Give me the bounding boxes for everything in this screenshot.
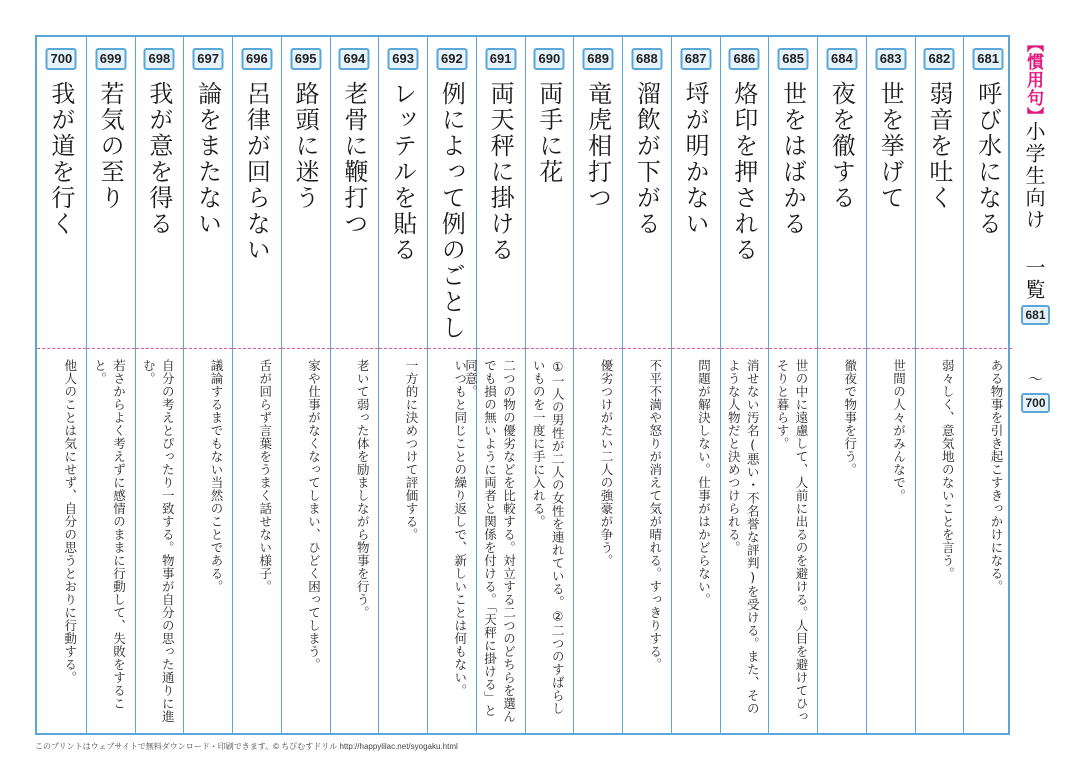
idiom-phrase: 溜飲が下がる <box>632 81 661 237</box>
idiom-phrase: 弱音を吐く <box>924 81 953 211</box>
dashed-divider <box>282 348 330 349</box>
dashed-divider <box>574 348 622 349</box>
idiom-phrase: 我が意を得る <box>144 81 173 237</box>
idiom-column <box>463 37 525 733</box>
entry-number-badge: 688 <box>631 48 662 70</box>
dashed-divider <box>136 348 184 349</box>
idiom-phrase: 老骨に鞭打つ <box>339 81 368 237</box>
idiom-column <box>183 37 232 733</box>
dashed-divider <box>87 348 135 349</box>
dashed-divider <box>964 348 1012 349</box>
idiom-meaning: 世間の人々がみんなで。 <box>891 359 907 502</box>
idiom-phrase: 世を挙げて <box>876 81 905 211</box>
entry-number-badge: 692 <box>436 48 467 70</box>
idiom-meaning: 家や仕事がなくなってしまい、ひどく困ってしまう。 <box>306 359 322 671</box>
idiom-phrase: 例によって例のごとし <box>437 81 466 341</box>
dashed-divider <box>526 348 574 349</box>
dashed-divider <box>721 348 769 349</box>
idiom-meaning: 一方的に決めつけて評価する。 <box>404 359 419 541</box>
entry-number-badge: 693 <box>388 48 419 70</box>
footer-note: このプリントはウェブサイトで無料ダウンロード・印刷できます。© ちびむすドリル http://happylilac.net/syogaku.html <box>35 742 458 751</box>
idiom-table <box>35 35 1010 735</box>
idiom-column <box>720 37 769 733</box>
idiom-column <box>622 37 671 733</box>
idiom-phrase: レッテルを貼る <box>388 81 417 263</box>
entry-number-badge: 685 <box>778 48 809 70</box>
entry-number-badge: 695 <box>290 48 321 70</box>
idiom-column <box>378 37 427 733</box>
idiom-meaning: ①一人の男性が二人の女性を連れている。②二つのすばらしいものを一度に手に入れる。 <box>531 359 566 715</box>
idiom-meaning: いつもと同じことの繰り返しで、新しいことは何もない。 <box>452 359 468 697</box>
idiom-meaning: 世の中に遠慮して、人前に出るのを避ける。人目を避けてひっそりと暮らす。 <box>775 359 809 723</box>
idiom-meaning: ある物事を引き起こすきっかけになる。 <box>989 359 1004 593</box>
category-label: 【慣用句】 <box>1023 35 1043 125</box>
dashed-divider <box>818 348 866 349</box>
dashed-divider <box>233 348 281 349</box>
idiom-meaning: 弱々しく、意気地のないことを言う。 <box>940 359 956 580</box>
idiom-meaning: 舌が回らず言葉をうまく話せない様子。 <box>257 359 273 593</box>
idiom-column <box>963 37 1012 733</box>
idiom-meaning: 徹夜で物事を行う。 <box>842 359 858 476</box>
idiom-meaning: 議論するまでもない当然のことである。 <box>209 359 224 593</box>
idiom-meaning: 自分の考えとぴったり一致する。物事が自分の思った通りに進む。 <box>141 359 176 723</box>
idiom-phrase: 竜虎相打つ <box>583 81 612 211</box>
dashed-divider <box>331 348 379 349</box>
idiom-meaning: 優劣つけがたい二人の強豪が争う。 <box>599 359 614 567</box>
entry-number-badge: 694 <box>339 48 370 70</box>
idiom-meaning: 老いて弱った体を励ましながら物事を行う。 <box>355 359 371 619</box>
idiom-column <box>135 37 184 733</box>
entry-number-badge: 699 <box>95 48 126 70</box>
idiom-column <box>866 37 915 733</box>
idiom-phrase: 世をはばかる <box>778 81 807 237</box>
dashed-divider <box>428 348 476 349</box>
idiom-column <box>573 37 622 733</box>
idiom-column <box>671 37 720 733</box>
idiom-meaning: 問題が解決しない。仕事がはかどらない。 <box>696 359 712 606</box>
entry-number-badge: 698 <box>144 48 175 70</box>
entry-number-badge: 697 <box>193 48 224 70</box>
idiom-phrase: 呼び水になる <box>973 81 1002 237</box>
range-end-badge: 700 <box>1021 393 1050 413</box>
entry-number-badge: 690 <box>534 48 565 70</box>
dashed-divider <box>916 348 964 349</box>
entry-number-badge: 686 <box>729 48 760 70</box>
dashed-divider <box>379 348 427 349</box>
entry-number-badge: 696 <box>241 48 272 70</box>
idiom-phrase: 烙印を押される <box>729 81 758 263</box>
idiom-phrase: 呂律が回らない <box>242 81 271 263</box>
idiom-meaning: 不平不満や怒りが消えて気が晴れる。すっきりする。 <box>647 359 663 671</box>
idiom-column <box>817 37 866 733</box>
idiom-column <box>232 37 281 733</box>
idiom-phrase: 我が道を行く <box>46 81 75 237</box>
dashed-divider <box>184 348 232 349</box>
entry-number-badge: 684 <box>826 48 857 70</box>
idiom-column <box>915 37 964 733</box>
dashed-divider <box>672 348 720 349</box>
dashed-divider <box>477 348 525 349</box>
range-separator: ～ <box>1027 370 1043 388</box>
idiom-phrase: 両天秤に掛ける <box>486 81 515 263</box>
entry-number-badge: 691 <box>485 48 516 70</box>
entry-number-badge: 682 <box>924 48 955 70</box>
idiom-phrase: 路頭に迷う <box>291 81 320 211</box>
idiom-phrase: 両手に花 <box>534 81 563 185</box>
idiom-column <box>37 37 86 733</box>
dashed-divider <box>37 348 86 349</box>
page-title: 小学生向け 一覧 <box>1022 121 1046 301</box>
entry-number-badge: 689 <box>583 48 614 70</box>
entry-number-badge: 681 <box>973 48 1004 70</box>
idiom-phrase: 若気の至り <box>96 81 125 211</box>
dashed-divider <box>769 348 817 349</box>
idiom-column <box>768 37 817 733</box>
idiom-meaning: 消せない汚名(悪い・不名誉な評判)を受ける。また、そのような人物だと決めつけられる。 <box>726 359 761 715</box>
entry-number-badge: 687 <box>680 48 711 70</box>
idiom-phrase: 埒が明かない <box>681 81 710 237</box>
idiom-meaning: 二つの物の優劣などを比較する。対立する二つのどちらを選んでも損の無いように両者と関係を付ける。「天秤に掛ける」と同意。 <box>463 359 517 723</box>
entry-number-badge: 683 <box>875 48 906 70</box>
entry-number-badge: 700 <box>46 48 77 70</box>
side-header <box>1017 35 1057 410</box>
idiom-column <box>281 37 330 733</box>
idiom-column <box>86 37 135 733</box>
dashed-divider <box>623 348 671 349</box>
idiom-meaning: 若さからよく考えずに感情のままに行動して、失敗をすること。 <box>92 359 127 710</box>
idiom-phrase: 夜を徹する <box>827 81 856 211</box>
idiom-column <box>330 37 379 733</box>
range-start-badge: 681 <box>1021 305 1050 325</box>
idiom-column <box>525 37 574 733</box>
idiom-meaning: 他人のことは気にせず、自分の思うとおりに行動する。 <box>62 359 78 684</box>
dashed-divider <box>867 348 915 349</box>
idiom-phrase: 論をまたない <box>193 81 222 237</box>
